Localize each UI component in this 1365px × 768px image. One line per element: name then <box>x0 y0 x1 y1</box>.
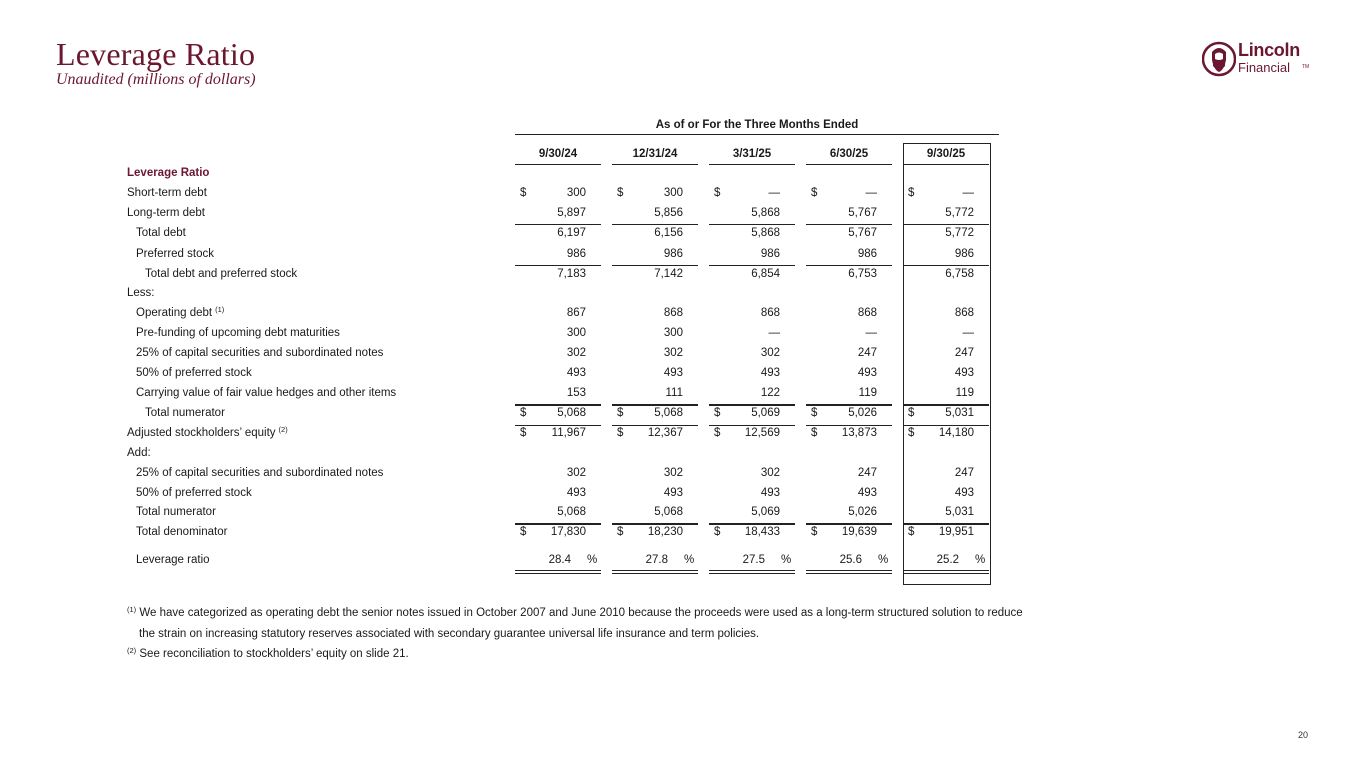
row-label <box>136 526 227 538</box>
total-rule <box>806 524 892 525</box>
currency-symbol: $ <box>714 427 721 439</box>
currency-symbol: $ <box>811 526 818 538</box>
subtotal-rule <box>903 265 989 266</box>
total-rule <box>903 425 989 426</box>
table-cell-value: 302 <box>566 347 586 359</box>
row-label-text: Leverage ratio <box>136 554 210 566</box>
table-cell-value: 12,367 <box>647 427 683 439</box>
table-cell-value: 302 <box>663 347 683 359</box>
currency-symbol: $ <box>811 407 818 419</box>
column-header: 9/30/25 <box>926 148 966 160</box>
table-cell-value: 493 <box>760 367 780 379</box>
table-cell-value: 986 <box>566 248 586 260</box>
lincoln-portrait-icon <box>1202 40 1236 78</box>
table-cell-value: 19,639 <box>841 526 877 538</box>
table-cell-value: 302 <box>663 467 683 479</box>
page-title: Leverage Ratio <box>56 36 256 72</box>
double-underline <box>903 573 989 574</box>
table-cell-value: 5,031 <box>945 506 974 518</box>
footnote-text: See reconciliation to stockholders’ equity on slide 21. <box>139 648 409 660</box>
table-cell-value: 119 <box>858 387 877 399</box>
row-label-text: Adjusted stockholders’ equity <box>127 427 276 439</box>
currency-symbol: $ <box>617 526 624 538</box>
table-cell-value: 122 <box>760 387 780 399</box>
table-cell-value: 5,068 <box>654 407 683 419</box>
subtotal-rule <box>806 265 892 266</box>
double-underline <box>709 573 795 574</box>
currency-symbol: $ <box>908 187 915 199</box>
row-label <box>145 268 297 280</box>
total-rule <box>515 425 601 426</box>
row-label <box>136 387 396 399</box>
table-cell-value: 14,180 <box>938 427 974 439</box>
column-header-rule <box>612 164 698 165</box>
currency-symbol: $ <box>520 427 527 439</box>
table-cell-value: 19,951 <box>938 526 974 538</box>
currency-symbol: $ <box>520 407 527 419</box>
row-label <box>136 327 340 339</box>
table-cell-value: 5,068 <box>557 506 586 518</box>
table-cell-value: 300 <box>663 327 683 339</box>
table-group-header: As of or For the Three Months Ended <box>655 119 859 131</box>
column-header-rule <box>515 164 601 165</box>
total-rule <box>612 405 698 406</box>
column-header-rule <box>709 164 795 165</box>
currency-symbol: $ <box>714 407 721 419</box>
double-underline <box>903 570 989 571</box>
subtotal-rule <box>612 224 698 225</box>
double-underline <box>515 570 601 571</box>
column-header: 3/31/25 <box>732 148 772 160</box>
table-cell-value: 28.4 <box>548 554 571 566</box>
table-cell-value: 5,069 <box>751 506 780 518</box>
table-cell-value: 986 <box>857 248 877 260</box>
currency-symbol: $ <box>617 407 624 419</box>
row-label-text: 50% of preferred stock <box>136 487 252 499</box>
table-cell-value: 6,758 <box>945 268 974 280</box>
table-cell-value: 17,830 <box>550 526 586 538</box>
table-cell-value: 7,142 <box>654 268 683 280</box>
double-underline <box>806 570 892 571</box>
table-cell-value: 5,031 <box>945 407 974 419</box>
row-label <box>136 554 210 566</box>
lincoln-financial-logo <box>1202 38 1314 80</box>
total-rule <box>709 524 795 525</box>
table-cell-value: 493 <box>857 367 877 379</box>
currency-symbol: $ <box>811 187 818 199</box>
table-cell-value: 493 <box>954 367 974 379</box>
row-label-text: Total numerator <box>136 506 216 518</box>
section-title: Leverage Ratio <box>127 167 210 179</box>
column-header-rule <box>806 164 892 165</box>
logo-wordmark-financial: Financial <box>1238 60 1291 75</box>
total-rule <box>612 524 698 525</box>
table-cell-value: — <box>768 327 780 339</box>
currency-symbol: $ <box>714 526 721 538</box>
page-number: 20 <box>1298 730 1309 740</box>
table-cell-value: — <box>865 187 877 199</box>
total-rule <box>806 425 892 426</box>
table-cell-value: 247 <box>857 347 877 359</box>
row-label <box>136 467 383 479</box>
table-cell-value: — <box>962 327 974 339</box>
row-label <box>136 227 186 239</box>
percent-symbol: % <box>587 554 598 566</box>
footnote-reference: (1) <box>215 305 225 314</box>
table-cell-value: — <box>865 327 877 339</box>
percent-symbol: % <box>684 554 695 566</box>
total-rule <box>806 405 892 406</box>
table-cell-value: — <box>962 187 974 199</box>
percent-symbol: % <box>975 554 986 566</box>
total-rule <box>903 524 989 525</box>
table-cell-value: 867 <box>566 307 586 319</box>
subtotal-rule <box>806 224 892 225</box>
table-cell-value: 13,873 <box>841 427 877 439</box>
table-cell-value: 5,068 <box>654 506 683 518</box>
column-header: 9/30/24 <box>538 148 578 160</box>
total-rule <box>612 425 698 426</box>
row-label <box>136 506 216 518</box>
table-cell-value: 12,569 <box>744 427 780 439</box>
table-cell-value: 5,868 <box>751 207 780 219</box>
table-cell-value: 247 <box>857 467 877 479</box>
row-label <box>127 187 207 199</box>
subtotal-rule <box>903 224 989 225</box>
table-cell-value: 5,772 <box>945 227 974 239</box>
row-label-text: 25% of capital securities and subordinated notes <box>136 467 384 479</box>
table-cell-value: 27.5 <box>742 554 765 566</box>
table-cell-value: 5,767 <box>848 207 877 219</box>
table-cell-value: 5,897 <box>557 207 586 219</box>
table-cell-value: 493 <box>663 367 683 379</box>
table-cell-value: 5,772 <box>945 207 974 219</box>
table-cell-value: 868 <box>760 307 780 319</box>
row-label-text: 25% of capital securities and subordinated notes <box>136 347 384 359</box>
subtotal-rule <box>515 224 601 225</box>
table-cell-value: 300 <box>566 327 586 339</box>
table-cell-value: 119 <box>955 387 974 399</box>
currency-symbol: $ <box>908 407 915 419</box>
table-cell-value: 25.6 <box>839 554 862 566</box>
table-cell-value: 18,230 <box>647 526 683 538</box>
total-rule <box>515 524 601 525</box>
row-label-text: Less: <box>127 287 155 299</box>
row-label <box>127 427 288 439</box>
footnote-marker: (2) <box>127 646 137 655</box>
row-label-text: Total denominator <box>136 526 228 538</box>
subtotal-rule <box>612 265 698 266</box>
percent-symbol: % <box>781 554 792 566</box>
total-rule <box>709 405 795 406</box>
table-cell-value: 300 <box>663 187 683 199</box>
table-cell-value: 868 <box>954 307 974 319</box>
table-cell-value: — <box>768 187 780 199</box>
row-label <box>145 407 225 419</box>
table-cell-value: 5,068 <box>557 407 586 419</box>
table-cell-value: 5,856 <box>654 207 683 219</box>
table-cell-value: 6,197 <box>557 227 586 239</box>
table-cell-value: 302 <box>566 467 586 479</box>
footnote-marker: (1) <box>127 605 137 614</box>
table-cell-value: 868 <box>857 307 877 319</box>
row-label <box>136 347 383 359</box>
currency-symbol: $ <box>908 427 915 439</box>
total-rule <box>903 405 989 406</box>
footnote-text: We have categorized as operating debt the senior notes issued in October 2007 and June 2010 because the proceeds were used as a long-term structured solution to reduce <box>139 607 1023 619</box>
footnote-reference: (2) <box>278 425 288 434</box>
row-label <box>136 487 252 499</box>
currency-symbol: $ <box>908 526 915 538</box>
currency-symbol: $ <box>811 427 818 439</box>
table-cell-value: 11,967 <box>551 427 586 439</box>
row-label-text: Long-term debt <box>127 207 205 219</box>
table-cell-value: 153 <box>566 387 586 399</box>
table-cell-value: 493 <box>566 487 586 499</box>
double-underline <box>806 573 892 574</box>
table-cell-value: 27.8 <box>645 554 668 566</box>
group-header-rule <box>515 134 999 135</box>
row-label-text: Add: <box>127 447 151 459</box>
table-cell-value: 6,156 <box>654 227 683 239</box>
subtotal-rule <box>709 224 795 225</box>
table-cell-value: 302 <box>760 467 780 479</box>
double-underline <box>709 570 795 571</box>
table-cell-value: 111 <box>665 387 683 399</box>
total-rule <box>515 405 601 406</box>
table-cell-value: 247 <box>954 467 974 479</box>
table-cell-value: 6,854 <box>751 268 780 280</box>
table-cell-value: 493 <box>857 487 877 499</box>
table-cell-value: 5,026 <box>848 506 877 518</box>
currency-symbol: $ <box>714 187 721 199</box>
double-underline <box>612 570 698 571</box>
row-label-text: Pre-funding of upcoming debt maturities <box>136 327 340 339</box>
table-cell-value: 7,183 <box>557 268 586 280</box>
table-cell-value: 986 <box>954 248 974 260</box>
percent-symbol: % <box>878 554 889 566</box>
table-cell-value: 5,868 <box>751 227 780 239</box>
table-cell-value: 986 <box>760 248 780 260</box>
row-label-text: Total numerator <box>145 407 225 419</box>
row-label <box>127 447 151 459</box>
logo-trademark: TM <box>1302 64 1310 70</box>
subtotal-rule <box>709 265 795 266</box>
currency-symbol: $ <box>520 187 527 199</box>
table-cell-value: 247 <box>954 347 974 359</box>
row-label <box>136 367 252 379</box>
footnote-1-continued: the strain on increasing statutory reserves associated with secondary guarantee universal life insurance and term policies. <box>139 628 760 640</box>
table-cell-value: 986 <box>663 248 683 260</box>
row-label <box>136 248 214 260</box>
row-label-text: 50% of preferred stock <box>136 367 252 379</box>
table-cell-value: 6,753 <box>848 268 877 280</box>
table-cell-value: 868 <box>663 307 683 319</box>
row-label-text: Total debt <box>136 227 186 239</box>
table-cell-value: 25.2 <box>936 554 959 566</box>
currency-symbol: $ <box>520 526 527 538</box>
logo-wordmark-lincoln: Lincoln <box>1238 40 1300 60</box>
row-label <box>127 287 155 299</box>
footnote-2 <box>127 648 409 660</box>
row-label-text: Carrying value of fair value hedges and other items <box>136 387 397 399</box>
table-cell-value: 300 <box>566 187 586 199</box>
table-cell-value: 493 <box>663 487 683 499</box>
currency-symbol: $ <box>617 427 624 439</box>
table-cell-value: 5,026 <box>848 407 877 419</box>
double-underline <box>612 573 698 574</box>
table-cell-value: 493 <box>954 487 974 499</box>
row-label <box>136 307 224 319</box>
total-rule <box>709 425 795 426</box>
table-cell-value: 493 <box>566 367 586 379</box>
table-cell-value: 18,433 <box>744 526 780 538</box>
table-cell-value: 5,069 <box>751 407 780 419</box>
table-cell-value: 302 <box>760 347 780 359</box>
page-subtitle: Unaudited (millions of dollars) <box>56 71 256 88</box>
row-label-text: Operating debt <box>136 307 213 319</box>
column-header: 12/31/24 <box>632 148 678 160</box>
row-label-text: Preferred stock <box>136 248 214 260</box>
row-label-text: Short-term debt <box>127 187 207 199</box>
subtotal-rule <box>515 265 601 266</box>
table-cell-value: 5,767 <box>848 227 877 239</box>
column-header-rule <box>903 164 989 165</box>
footnote-1 <box>127 607 1023 619</box>
currency-symbol: $ <box>617 187 624 199</box>
row-label <box>127 207 205 219</box>
table-cell-value: 493 <box>760 487 780 499</box>
column-header: 6/30/25 <box>829 148 869 160</box>
double-underline <box>515 573 601 574</box>
row-label-text: Total debt and preferred stock <box>145 268 298 280</box>
